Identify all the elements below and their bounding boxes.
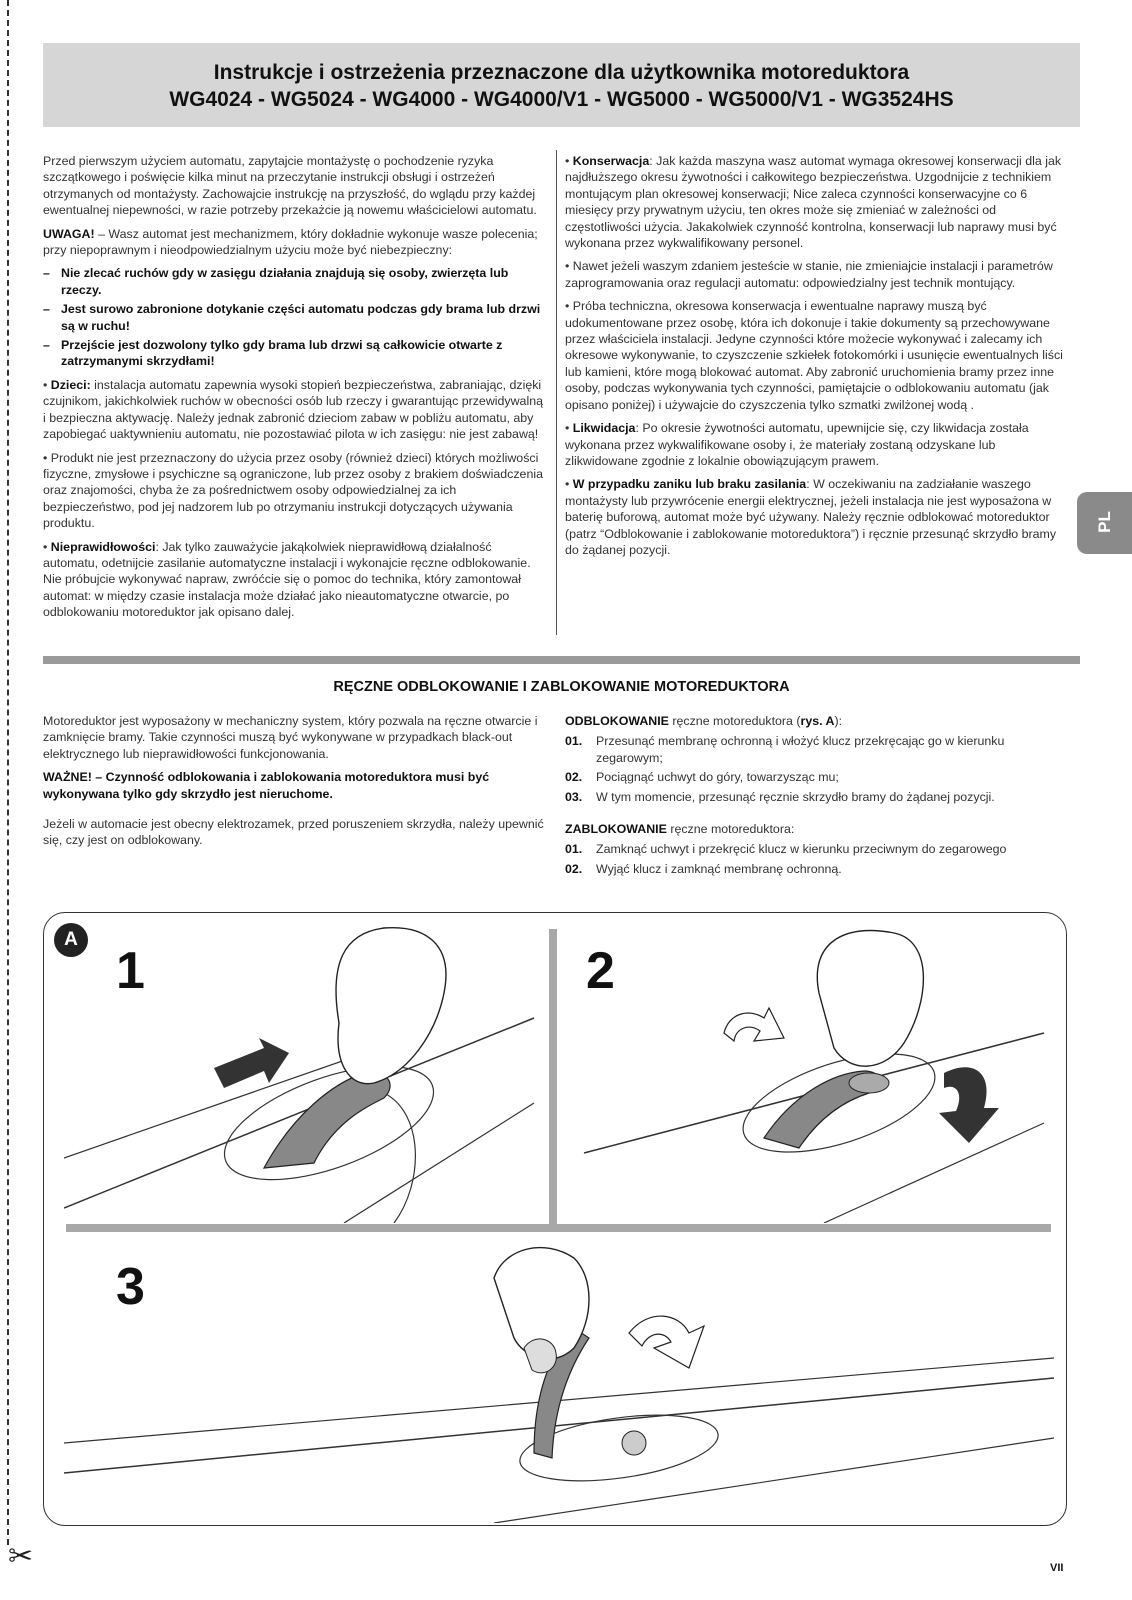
nawet-text: Nawet jeżeli waszym zdaniem jesteście w stanie, nie zmieniajcie instalacji i parametrów zaprogramowania oraz regulacji automatu: odpowiedzialny jest technik montujący. — [565, 259, 1053, 290]
column-left — [43, 153, 548, 628]
likwidacja-paragraph: • Likwidacja: Po okresie żywotności automatu, upewnijcie się, czy likwidacja została wykonana przez wykwalifikowane osoby i, że materiały zostaną odzyskane lub zlikwidowane zgodnie z lokalnie obowiązującym prawem. — [565, 421, 1029, 468]
step-text: Wyjąć klucz i zamknąć membranę ochronną. — [596, 861, 842, 876]
step-text: Pociągnąć uchwyt do góry, towarzysząc mu; — [596, 770, 839, 785]
section2-right — [565, 713, 1070, 880]
step-number: 02. — [565, 770, 583, 785]
wazne-text: WAŻNE! – Czynność odblokowania i zablokowania motoreduktora musi być wykonywana tylko gdy skrzydło jest nieruchome. — [43, 770, 490, 801]
zablokowanie-text: ręczne motoreduktora: — [666, 822, 795, 837]
zablokowanie-label: ZABLOKOWANIE — [565, 822, 667, 837]
step-text: Zamknąć uchwyt i przekręcić klucz w kierunku przeciwnym do zegarowego — [596, 842, 1007, 857]
figure-badge: A — [54, 923, 88, 957]
zablokowanie-step — [565, 861, 1070, 877]
column-right — [565, 153, 1070, 565]
title-line-2: WG4024 - WG5024 - WG4000 - WG4000/V1 - WG5000 - WG5000/V1 - WG3524HS — [169, 88, 954, 111]
step-number: 01. — [565, 734, 583, 749]
zasilanie-label: W przypadku zaniku lub braku zasilania — [572, 477, 807, 492]
dzieci-paragraph: • Dzieci: instalacja automatu zapewnia wysoki stopień bezpieczeństwa, zabraniając, dzięki czujnikom, jakichkolwiek ruchów w obecności osób lub rzeczy i gwarantując przewidywalną i bezpieczna aktywację. Należy jednak zabronić dzieciom zabaw w pobliżu automatu, aby zapobiegać uaktywnieniu automatu, nie pozostawiać pilota w ich zasięgu: nie jest zabawą! — [43, 377, 543, 442]
odblokowanie-step — [565, 769, 1070, 785]
panel-1-illustration — [64, 923, 544, 1223]
figure-a — [43, 912, 1067, 1526]
step-number: 02. — [565, 861, 583, 876]
elektrozamek-paragraph: Jeżeli w automacie jest obecny elektrozamek, przed poruszeniem skrzydła, należy upewnić się, czy jest on odblokowany. — [43, 817, 544, 848]
intro-paragraph: Przed pierwszym użyciem automatu, zapytajcie montażystę o pochodzenie ryzyka szczątkowego i poświęcie kilka minut na przeczytanie instrukcji obsługi i ostrzeżeń otrzymanych od montażysty. Zachowajcie instrukcję na przyszłość, do wglądu przy każdej ewentualnej niepewności, w razie potrzeby przekażcie ją nowemu właścicielowi automatu. — [43, 154, 537, 218]
panel-1-number: 1 — [116, 942, 145, 1000]
cut-line — [7, 0, 9, 1545]
uwaga-label: UWAGA! — [43, 226, 95, 241]
title-line-1: Instrukcje i ostrzeżenia przeznaczone dla użytkownika motoreduktora — [213, 61, 910, 84]
step-text: Przesunąć membranę ochronną i włożyć klucz przekręcając go w kierunku zegarowym; — [596, 734, 1005, 765]
warning-item: – Przejście jest dozwolony tylko gdy brama lub drzwi są całkowicie otwarte z zatrzymanymi skrzydłami! — [43, 338, 503, 369]
uwaga-paragraph — [43, 226, 548, 259]
proba-paragraph: • Próba techniczna, okresowa konserwacja i ewentualne naprawy muszą być udokumentowane przez osobę, która ich dokonuje i takie dokumenty są przechowywane przez właściciela instalacji. Jedyne czynności które możecie wykonywać i zalecamy ich okresowe wykonywanie, to czyszczenie szkiełek fotokomórki i usunięcie ewentualnych liści lub kamieni, które mogą blokować automat. Aby zabronić uruchomienia bramy przez inne osoby, podczas wykonywania tych czynności, pamiętajcie o odblokowaniu automatu (jak opisano poniżej) i używajcie do czyszczenia tylko szmatki zwilżonej wodą . — [565, 299, 1063, 412]
warning-text: Jest surowo zabronione dotykanie części automatu podczas gdy brama lub drzwi są w ruchu! — [61, 302, 541, 333]
column-divider — [556, 150, 557, 635]
language-tab — [1077, 492, 1132, 554]
step-number: 01. — [565, 842, 583, 857]
produkt-paragraph: • Produkt nie jest przeznaczony do użycia przez osoby (również dzieci) których możliwości fizyczne, zmysłowe i psychiczne są ograniczone, lub przez osoby z brakiem doświadczenia oraz znajomości, chyba że za pośrednictwem osoby odpowiedzialnej za ich bezpieczeństwo, pod jej nadzorem lub po otrzymaniu instrukcji dotyczących używania produktu. — [43, 450, 543, 531]
warning-item: – Jest surowo zabronione dotykanie części automatu podczas gdy brama lub drzwi są w ruchu! — [43, 302, 541, 333]
wazne-warning — [43, 769, 548, 802]
figure-divider-horizontal — [66, 1224, 1051, 1232]
nawet-paragraph: • Nawet jeżeli waszym zdaniem jesteście w stanie, nie zmieniajcie instalacji i parametrów zaprogramowania oraz regulacji automatu: odpowiedzialny jest technik montujący. — [565, 259, 1053, 290]
step-text: W tym momencie, przesunąć ręcznie skrzydło bramy do żądanej pozycji. — [596, 789, 995, 804]
panel-3-number: 3 — [116, 1258, 145, 1316]
dzieci-label: Dzieci: — [50, 377, 91, 392]
odblokowanie-text: ręczne motoreduktora ( — [668, 714, 801, 728]
zablokowanie-step — [565, 841, 1070, 857]
panel-2-illustration — [564, 923, 1054, 1223]
step-number: 03. — [565, 789, 583, 804]
odblokowanie-text-end: ): — [834, 714, 843, 728]
section2-intro: Motoreduktor jest wyposażony w mechaniczny system, który pozwala na ręczne otwarcie i zamknięcie bramy. Takie czynności muszą być wykonywane w przypadkach black-out elektrycznego lub nieprawidłowości funkcjonowania. — [43, 714, 538, 761]
nieprawidlowosci-paragraph: • Nieprawidłowości: Jak tylko zauważycie jakąkolwiek nieprawidłową działalność automatu, odetnijcie zasilanie automatyczne instalacji i wykonajcie ręczne odblokowanie. Nie próbujcie wykonywać napraw, zwróćcie się o pomoc do technika, który zamontował automat: w między czasie instalacja może działać jako nieautomatyczne otwarcie, po odblokowaniu motoreduktor jak opisano dalej. — [43, 539, 531, 620]
figure-ref: rys. A — [800, 714, 835, 728]
konserwacja-paragraph: • Konserwacja: Jak każda maszyna wasz automat wymaga okresowej konserwacji dla jak najdłuższego okresu żywotności i całkowitego bezpieczeństwa. Uzgodnijcie z technikiem montującym plan okresowej konserwacji; Nice zaleca czynności konserwacyjne co 6 miesięcy przy prywatnym użyciu, ten okres może się zmieniać w zależności od częstotliwości użycia. Jakakolwiek czynność kontrolna, konserwacji lub naprawy musi być wykonana przez wykwalifikowany personel. — [565, 154, 1062, 251]
zasilanie-paragraph: • W przypadku zaniku lub braku zasilania: W oczekiwaniu na zadziałanie waszego montażysty lub przywrócenie energii elektrycznej, jeżeli instalacja nie jest wyposażona w baterię buforową, automat może być używany. Należy ręcznie odblokować motoreduktor (patrz “Odblokowanie i zablokowanie motoreduktora”) i ręcznie przesunąć skrzydło bramy do żądanej pozycji. — [565, 477, 1057, 557]
warning-item: – Nie zlecać ruchów gdy w zasięgu działania znajdują się osoby, zwierzęta lub rzeczy. — [43, 266, 509, 297]
section2-left — [43, 713, 548, 856]
proba-text: Próba techniczna, okresowa konserwacja i ewentualne naprawy muszą być udokumentowane przez osobę, która ich dokonuje i takie dokumenty są przechowywane przez właściciela instalacji. Jedyne czynności które możecie wykonywać i zalecamy ich okresowe wykonywanie, to czyszczenie szkiełek fotokomórki i usunięcie ewentualnych liści lub kamieni, które mogą blokować automat. Aby zabronić uruchomienia bramy przez inne osoby, podczas wykonywania tych czynności, pamiętajcie o odblokowaniu automatu (jak opisano poniżej) i używajcie do czyszczenia tylko szmatki zwilżonej wodą . — [565, 299, 1063, 412]
odblokowanie-step — [565, 789, 1070, 805]
odblokowanie-step — [565, 733, 1070, 766]
konserwacja-label: Konserwacja — [572, 154, 650, 168]
zasilanie-text: : W oczekiwaniu na zadziałanie waszego montażysty lub przywrócenie energii elektrycznej, jeżeli instalacja nie jest wyposażona w baterię buforową, automat może być używany. Należy ręcznie odblokować motoreduktor (patrz “Odblokowanie i zablokowanie motoreduktora”) i ręcznie przesunąć skrzydło bramy do żądanej pozycji. — [565, 477, 1057, 557]
produkt-text: Produkt nie jest przeznaczony do użycia przez osoby (również dzieci) których możliwości fizyczne, zmysłowe i psychiczne są ograniczone, lub przez osoby z brakiem doświadczenia oraz znajomości, chyba że za pośrednictwem osoby odpowiedzialnej za ich bezpieczeństwo, pod jej nadzorem lub po otrzymaniu instrukcji dotyczących używania produktu. — [43, 450, 543, 531]
likwidacja-text: : Po okresie żywotności automatu, upewnijcie się, czy likwidacja została wykonana przez wykwalifikowane osoby i, że materiały zostaną odzyskane lub zlikwidowane zgodnie z lokalnie obowiązującym prawem. — [565, 421, 1029, 468]
uwaga-text: – Wasz automat jest mechanizmem, który dokładnie wykonuje wasze polecenia; przy niepoprawnym i nieodpowiedzialnym użyciu może być niebezpieczny: — [43, 226, 538, 258]
language-tab-label: PL — [1094, 511, 1114, 533]
odblokowanie-heading — [565, 713, 1070, 729]
odblokowanie-label: ODBLOKOWANIE — [565, 714, 669, 728]
nieprawidlowosci-label: Nieprawidłowości — [50, 539, 156, 554]
warning-text: Przejście jest dozwolony tylko gdy brama lub drzwi są całkowicie otwarte z zatrzymanymi skrzydłami! — [61, 338, 503, 369]
scissors-icon: ✂ — [8, 1540, 34, 1573]
nieprawidlowosci-text: : Jak tylko zauważycie jakąkolwiek nieprawidłową działalność automatu, odetnijcie zasilanie automatyczne instalacji i wykonajcie ręczne odblokowanie. Nie próbujcie wykonywać napraw, zwróćcie się o pomoc do technika, który zamontował automat: w między czasie instalacja może działać jako nieautomatyczne otwarcie, po odblokowaniu motoreduktor jak opisano dalej. — [43, 539, 531, 620]
likwidacja-label: Likwidacja — [572, 421, 636, 436]
panel-3-illustration — [64, 1238, 1054, 1523]
warning-text: Nie zlecać ruchów gdy w zasięgu działania znajdują się osoby, zwierzęta lub rzeczy. — [61, 266, 509, 297]
figure-divider-vertical — [549, 929, 557, 1229]
zablokowanie-heading — [565, 821, 1070, 837]
page-number: VII — [1050, 1562, 1064, 1574]
section-rule — [43, 656, 1080, 664]
page-header — [43, 43, 1080, 127]
panel-2-number: 2 — [586, 942, 615, 1000]
dzieci-text: instalacja automatu zapewnia wysoki stopień bezpieczeństwa, zabraniając, dzięki czujnikom, jakichkolwiek ruchów w obecności osób lub rzeczy i gwarantując przewidywalną i bezpieczna aktywację. Należy jednak zabronić dzieciom zabaw w pobliżu automatu, aby zapobiegać uaktywnieniu automatu, nie pozostawiać pilota w ich zasięgu: nie jest zabawą! — [43, 377, 543, 442]
section-title: RĘCZNE ODBLOKOWANIE I ZABLOKOWANIE MOTOREDUKTORA — [333, 679, 790, 695]
konserwacja-text: : Jak każda maszyna wasz automat wymaga okresowej konserwacji dla jak najdłuższego okresu żywotności i całkowitego bezpieczeństwa. Uzgodnijcie z technikiem montującym plan okresowej konserwacji; Nice zaleca czynności konserwacyjne co 6 miesięcy przy prywatnym użyciu, ten okres może się zmieniać w zależności od częstotliwości użycia. Jakakolwiek czynność kontrolna, konserwacji lub naprawy musi być wykonana przez wykwalifikowany personel. — [565, 154, 1062, 251]
